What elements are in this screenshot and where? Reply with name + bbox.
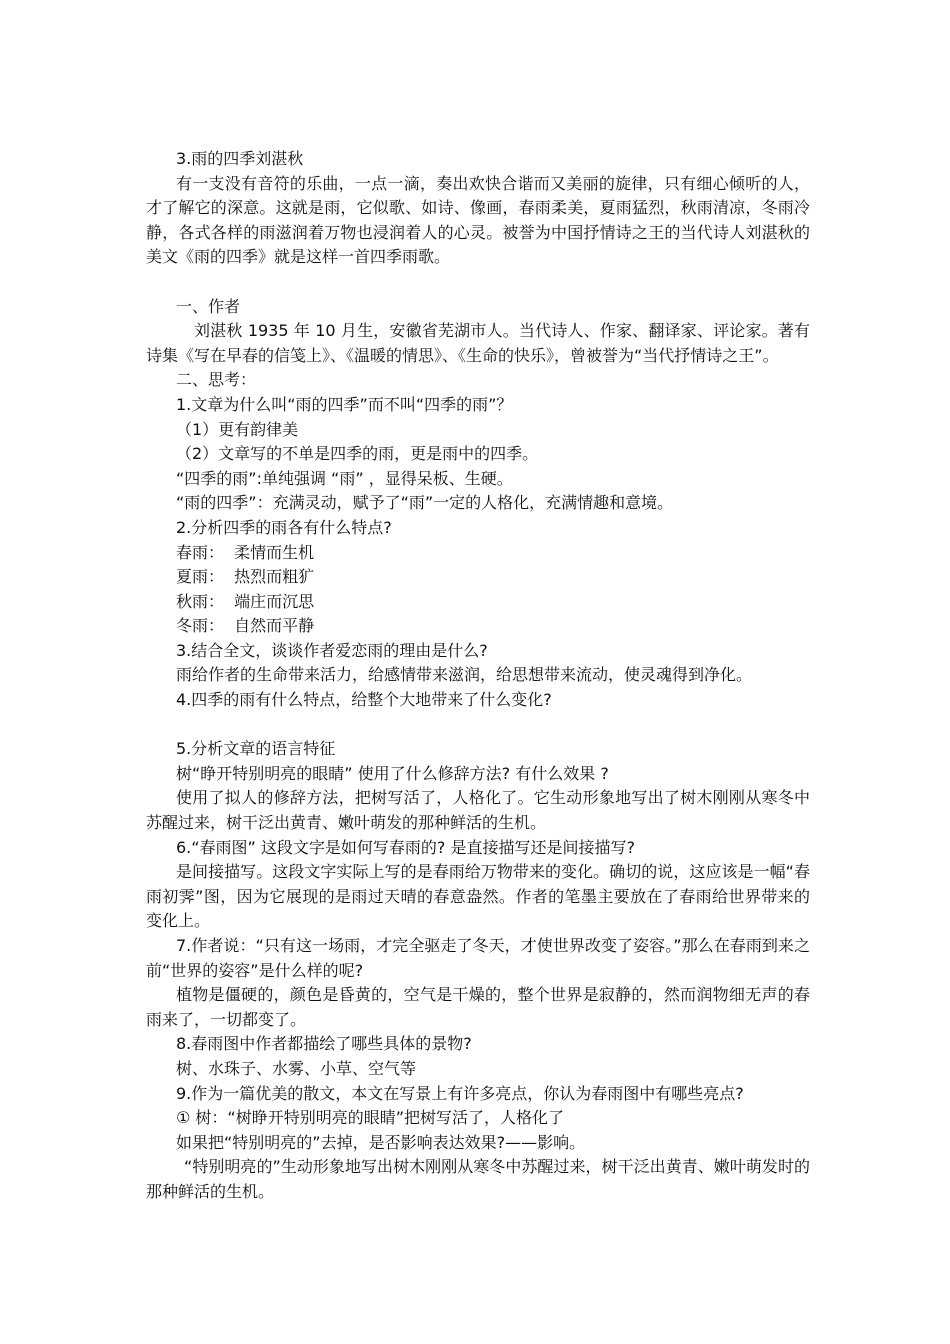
section-think-heading: 二、思考： <box>176 370 257 390</box>
answer-6: 是间接描写。这段文字实际上写的是春雨给万物带来的变化。确切的说，这应该是一幅“春雨初霁”图，因为它展现的是雨过天晴的春意盎然。作者的笔墨主要放在了春雨给世界带来的变化上。 <box>146 862 810 931</box>
answer-9-3-paragraph <box>146 1155 810 1204</box>
answer-6-paragraph <box>146 860 810 934</box>
answer-9-3: “特别明亮的”生动形象地写出树木刚刚从寒冬中苏醒过来，树干泛出黄青、嫩叶萌发时的那种鲜活的生机。 <box>146 1157 810 1201</box>
question-2: 2.分析四季的雨各有什么特点? <box>176 517 392 537</box>
answer-7: 植物是僵硬的，颜色是昏黄的，空气是干燥的，整个世界是寂静的，然而润物细无声的春雨来了，一切都变了。 <box>146 985 810 1029</box>
document-page <box>146 147 810 1205</box>
intro-paragraph <box>146 172 810 270</box>
spacer <box>146 713 810 738</box>
author-paragraph <box>146 319 810 368</box>
question-5: 5.分析文章的语言特征 <box>176 739 336 759</box>
answer-summer: 夏雨： 热烈而粗犷 <box>176 567 315 587</box>
answer-3: 雨给作者的生命带来活力，给感情带来滋润，给思想带来流动，使灵魂得到净化。 <box>176 665 753 685</box>
section-author-heading: 一、作者 <box>176 296 241 316</box>
answer-autumn: 秋雨： 端庄而沉思 <box>176 591 315 611</box>
question-5-sub: 树“睁开特别明亮的眼睛” 使用了什么修辞方法? 有什么效果 ? <box>176 763 609 783</box>
answer-1-4: “雨的四季”：充满灵动，赋予了“雨”一定的人格化，充满情趣和意境。 <box>176 493 674 513</box>
question-4: 4.四季的雨有什么特点，给整个大地带来了什么变化? <box>176 690 552 710</box>
question-7: 7.作者说：“只有这一场雨，才完全驱走了冬天，才使世界改变了姿容。”那么在春雨到来之前“世界的姿容”是什么样的呢? <box>146 936 810 980</box>
answer-1-1: （1）更有韵律美 <box>176 419 299 439</box>
question-3: 3.结合全文，谈谈作者爱恋雨的理由是什么? <box>176 640 488 660</box>
spacer <box>146 270 810 295</box>
author-text: 刘湛秋 1935 年 10 月生，安徽省芜湖市人。当代诗人、作家、翻译家、评论家。著有诗集《写在早春的信笺上》、《温暖的情思》、《生命的快乐》，曾被誉为“当代抒情诗之王”。 <box>146 321 810 365</box>
answer-9-1: ① 树：“树睁开特别明亮的眼睛”把树写活了，人格化了 <box>176 1108 565 1128</box>
answer-spring: 春雨： 柔情而生机 <box>176 542 315 562</box>
intro-text: 有一支没有音符的乐曲，一点一滴，奏出欢快合谐而又美丽的旋律，只有细心倾听的人，才了解它的深意。这就是雨，它似歌、如诗、像画，春雨柔美，夏雨猛烈，秋雨清凉，冬雨冷静，各式各样的雨滋润着万物也浸润着人的心灵。被誉为中国抒情诗之王的当代诗人刘湛秋的美文《雨的四季》就是这样一首四季雨歌。 <box>146 173 810 267</box>
answer-5-paragraph <box>146 786 810 835</box>
question-1: 1.文章为什么叫“雨的四季”而不叫“四季的雨”？ <box>176 394 513 414</box>
answer-1-2: （2）文章写的不单是四季的雨，更是雨中的四季。 <box>176 444 539 464</box>
question-6: 6.“春雨图” 这段文字是如何写春雨的? 是直接描写还是间接描写? <box>176 837 636 857</box>
article-title: 3.雨的四季刘湛秋 <box>176 149 304 168</box>
answer-9-2: 如果把“特别明亮的”去掉，是否影响表达效果?——影响。 <box>176 1132 586 1152</box>
answer-5: 使用了拟人的修辞方法，把树写活了，人格化了。它生动形象地写出了树木刚刚从寒冬中苏醒过来，树干泛出黄青、嫩叶萌发的那种鲜活的生机。 <box>146 788 810 833</box>
answer-7-paragraph <box>146 983 810 1032</box>
question-8: 8.春雨图中作者都描绘了哪些具体的景物? <box>176 1034 472 1054</box>
question-9: 9.作为一篇优美的散文，本文在写景上有许多亮点，你认为春雨图中有哪些亮点? <box>176 1083 744 1103</box>
answer-1-3: “四季的雨”:单纯强调 “雨” ，显得呆板、生硬。 <box>176 468 513 488</box>
answer-winter: 冬雨： 自然而平静 <box>176 616 315 636</box>
answer-8: 树、水珠子、水雾、小草、空气等 <box>176 1058 417 1078</box>
question-7-paragraph <box>146 934 810 983</box>
